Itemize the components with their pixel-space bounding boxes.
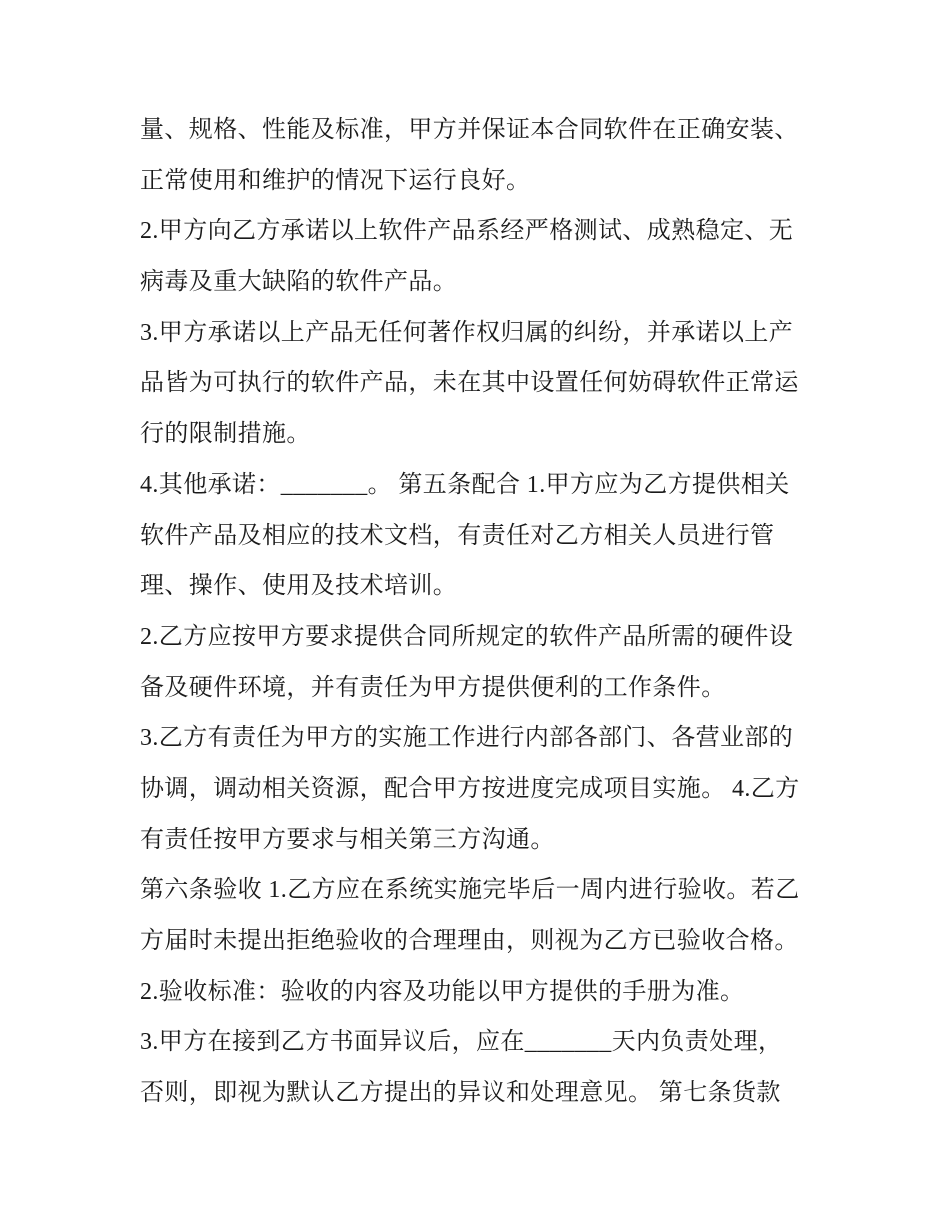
text-line: 协调，调动相关资源，配合甲方按进度完成项目实施。 4.乙方: [140, 775, 800, 802]
text-line: 理、操作、使用及技术培训。: [140, 573, 458, 600]
text-line: 4.其他承诺：_______。 第五条配合 1.甲方应为乙方提供相关: [140, 471, 790, 498]
text-line: 有责任按甲方要求与相关第三方沟通。: [140, 826, 555, 853]
text-line: 否则，即视为默认乙方提出的异议和处理意见。 第七条货款: [140, 1080, 781, 1107]
text-line: 量、规格、性能及标准，甲方并保证本合同软件在正确安装、: [140, 117, 799, 143]
text-line: 第六条验收 1.乙方应在系统实施完毕后一周内进行验收。若乙: [140, 877, 800, 904]
text-line: 2.验收标准：验收的内容及功能以甲方提供的手册为准。: [140, 978, 745, 1005]
text-line: 3.甲方在接到乙方书面异议后，应在_______天内负责处理，: [140, 1029, 783, 1056]
text-line: 软件产品及相应的技术文档，有责任对乙方相关人员进行管: [140, 522, 775, 549]
document-body: [140, 105, 830, 1119]
text-line: 备及硬件环境，并有责任为甲方提供便利的工作条件。: [140, 674, 726, 701]
text-line: 行的限制措施。: [140, 421, 311, 448]
text-line: 方届时未提出拒绝验收的合理理由，则视为乙方已验收合格。: [140, 928, 799, 954]
text-line: 2.乙方应按甲方要求提供合同所规定的软件产品所需的硬件设: [140, 623, 794, 650]
text-line: 2.甲方向乙方承诺以上软件产品系经严格测试、成熟稳定、无: [140, 218, 794, 245]
text-line: 病毒及重大缺陷的软件产品。: [140, 269, 458, 296]
text-line: 3.甲方承诺以上产品无任何著作权归属的纠纷，并承诺以上产: [140, 319, 794, 346]
text-line: 品皆为可执行的软件产品，未在其中设置任何妨碍软件正常运: [140, 370, 799, 397]
text-line: 3.乙方有责任为甲方的实施工作进行内部各部门、各营业部的: [140, 725, 794, 752]
text-line: 正常使用和维护的情况下运行良好。: [140, 167, 531, 194]
